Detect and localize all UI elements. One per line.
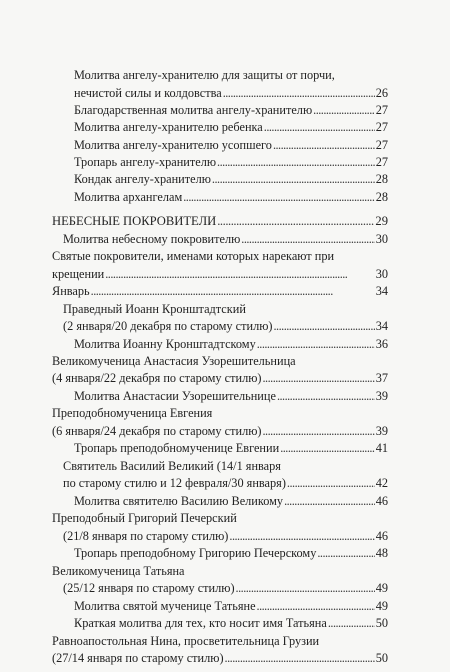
leader-dots [274,317,375,335]
toc-text: Великомученица Татьяна [52,564,185,578]
toc-line [74,492,388,510]
toc-page-number: 26 [375,86,388,100]
toc-page-number: 27 [375,155,388,169]
toc-line [74,170,388,188]
toc-line [74,544,388,562]
toc-text: крещении [52,267,105,281]
toc-page-number: 49 [375,599,388,613]
toc-text: Краткая молитва для тех, кто носит имя Татьяна [74,616,327,630]
toc-line [74,597,388,615]
toc-line [63,527,388,545]
toc-line [52,247,388,265]
toc-text: нечистой силы и колдовства [74,86,222,100]
toc-text: Святитель Василий Великий (14/1 января [63,459,281,473]
toc-line [74,153,388,171]
toc-line [52,404,388,422]
toc-page-number: 34 [375,284,388,298]
toc-line [52,422,388,440]
toc-text: Тропарь преподобномученице Евгении [74,441,280,455]
toc-page-number: 41 [375,441,388,455]
toc-text: Молитва ангелу-хранителю ребенка [74,120,263,134]
toc-line [52,509,388,527]
leader-dots [273,136,375,154]
toc-page-number: 37 [375,371,388,385]
leader-dots [287,474,375,492]
toc-line [52,562,388,580]
toc-text: Молитва ангелу-хранителю усопшего [74,138,272,152]
toc-text: Молитва ангелу-хранителю для защиты от порчи, [74,68,335,82]
toc-page-number: 39 [375,389,388,403]
toc-line [74,614,388,632]
toc-text: Молитва небесному покровителю [63,232,241,246]
toc-line [63,317,388,335]
toc-text: (21/8 января по старому стилю) [63,529,229,543]
toc-page-number: 29 [375,214,388,228]
leader-dots [236,579,375,597]
toc-page-number: 30 [375,267,388,281]
toc-page-number: 30 [375,232,388,246]
leader-dots [241,230,374,248]
toc-text: Преподобномученица Евгения [52,406,213,420]
toc-page-number: 27 [375,120,388,134]
toc-page-number: 50 [375,651,388,665]
toc-line [63,457,388,475]
toc-text: Молитва святителю Василию Великому [74,494,284,508]
leader-dots [257,335,375,353]
toc-line [63,300,388,318]
toc-text: Январь [52,284,90,298]
toc-page-number: 42 [375,476,388,490]
toc-text: Молитва архангелам [74,190,183,204]
leader-dots [217,212,374,230]
leader-dots [317,544,374,562]
toc-line [74,101,388,119]
leader-dots [280,439,375,457]
toc-line [52,265,388,283]
toc-text: Молитва Анастасии Узорешительнице [74,389,276,403]
toc-text: (27/14 января по старому стилю) [52,651,224,665]
toc-line [74,335,388,353]
toc-text: Тропарь преподобному Григорию Печерскому [74,546,317,560]
toc-page-number: 49 [375,581,388,595]
leader-dots [225,649,375,667]
leader-dots [284,492,375,510]
leader-dots [223,84,375,102]
toc-line [52,282,388,300]
toc-line [52,369,388,387]
toc-page-number: 46 [375,494,388,508]
leader-dots [264,118,375,136]
leader-dots [313,101,375,119]
leader-dots [328,614,375,632]
toc-line [63,579,388,597]
toc-page-number: 50 [375,616,388,630]
toc-page-number: 34 [375,319,388,333]
toc-text: Равноапостольная Нина, просветительница Грузии [52,634,320,648]
toc-line [74,136,388,154]
toc-text: (25/12 января по старому стилю) [63,581,235,595]
toc-text: Праведный Иоанн Кронштадтский [63,302,246,316]
toc-line [52,352,388,370]
leader-dots [277,387,375,405]
leader-dots [91,282,375,300]
toc-page-number: 48 [375,546,388,560]
toc-line [74,66,388,84]
toc-page-number: 46 [375,529,388,543]
toc-text: Тропарь ангелу-хранителю [74,155,217,169]
toc-page-number: 39 [375,424,388,438]
toc-text: (4 января/22 декабря по старому стилю) [52,371,262,385]
leader-dots [229,527,374,545]
toc-line [52,632,388,650]
leader-dots [257,597,375,615]
toc-text: Святые покровители, именами которых нарекают при [52,249,335,263]
toc-line [52,649,388,667]
toc-line [74,387,388,405]
toc-page-number: 27 [375,138,388,152]
toc-line [74,188,388,206]
toc-page-number: 28 [375,172,388,186]
toc-page-number: 36 [375,337,388,351]
leader-dots [263,422,375,440]
leader-dots [105,265,374,283]
toc-page-number: 27 [375,103,388,117]
toc-text: Молитва Иоанну Кронштадтскому [74,337,256,351]
toc-text: Молитва святой мученице Татьяне [74,599,256,613]
leader-dots [183,188,374,206]
leader-dots [212,170,375,188]
toc-text: Кондак ангелу-хранителю [74,172,211,186]
toc-line [63,474,388,492]
toc-text: (6 января/24 декабря по старому стилю) [52,424,262,438]
toc-text: Преподобный Григорий Печерский [52,511,237,525]
toc-line [74,439,388,457]
leader-dots [217,153,375,171]
toc-page-number: 28 [375,190,388,204]
toc-line [74,84,388,102]
toc-text: НЕБЕСНЫЕ ПОКРОВИТЕЛИ [52,214,217,228]
toc-line [63,230,388,248]
toc-text: Великомученица Анастасия Узорешительница [52,354,296,368]
toc-section-heading [52,212,388,230]
toc-text: Благодарственная молитва ангелу-хранителю [74,103,313,117]
toc-line [74,118,388,136]
leader-dots [263,369,375,387]
toc-text: по старому стилю и 12 февраля/30 января) [63,476,286,490]
toc-text: (2 января/20 декабря по старому стилю) [63,319,273,333]
